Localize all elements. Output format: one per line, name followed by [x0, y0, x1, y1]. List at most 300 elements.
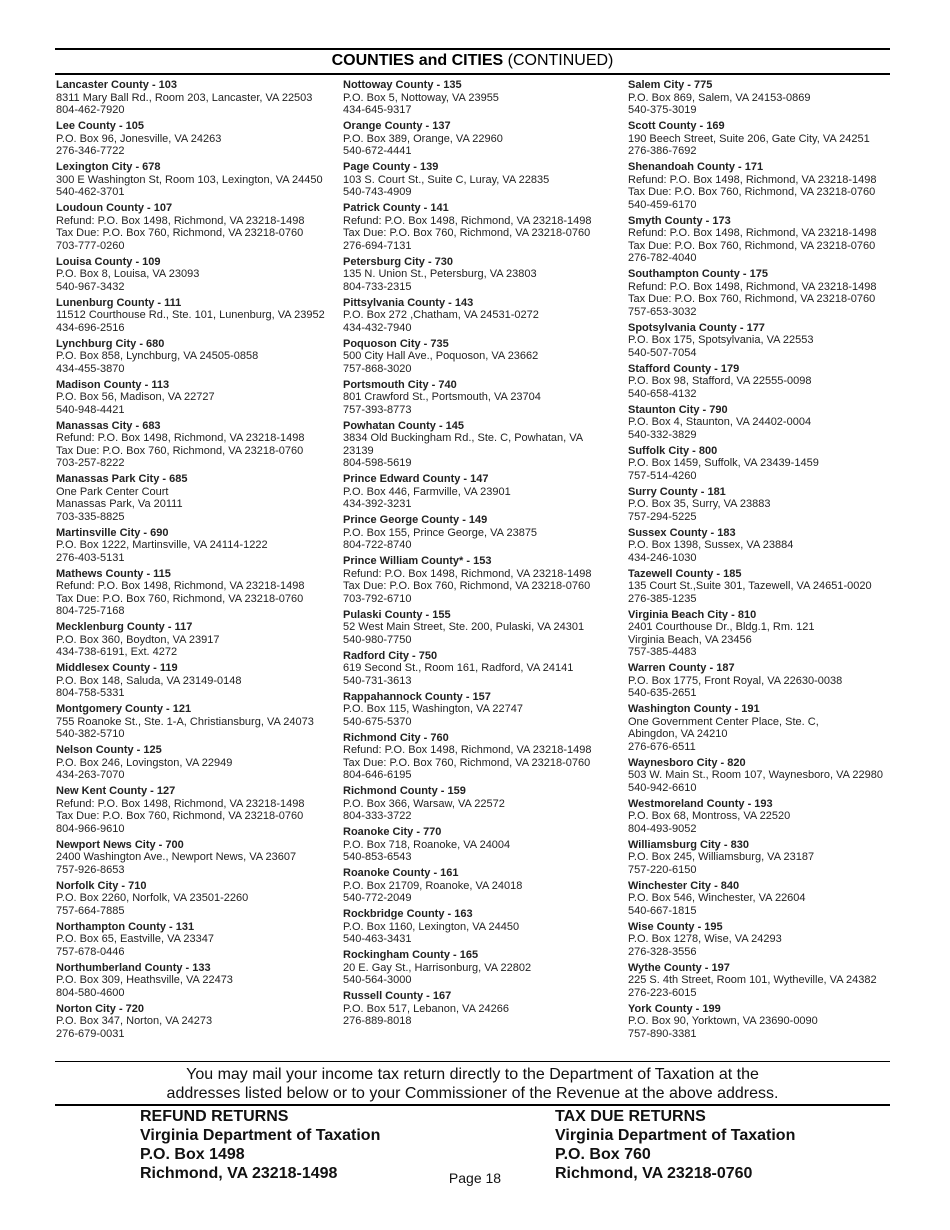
locality-entry [343, 202, 618, 252]
locality-entry [628, 215, 903, 265]
locality-detail-line: Abingdon, VA 24210 [628, 728, 728, 740]
locality-entry [56, 202, 331, 252]
locality-entry [56, 880, 331, 918]
locality-entry [343, 338, 618, 376]
locality-detail-line: 804-758-5331 [56, 687, 125, 699]
locality-name: Tazewell County - 185 [628, 567, 742, 580]
locality-name: Pulaski County - 155 [343, 608, 451, 621]
locality-name: Prince William County* - 153 [343, 555, 492, 567]
locality-detail-line: P.O. Box 1278, Wise, VA 24293 [628, 933, 782, 945]
locality-name: Scott County - 169 [628, 120, 725, 132]
locality-detail-line: 804-333-3722 [343, 810, 412, 822]
taxdue-heading: TAX DUE RETURNS [555, 1108, 706, 1125]
locality-detail-line: P.O. Box 4, Staunton, VA 24402-0004 [628, 416, 812, 428]
locality-detail-line: 801 Crawford St., Portsmouth, VA 23704 [343, 391, 541, 403]
locality-detail-line: Refund: P.O. Box 1498, Richmond, VA 23218-1498 [343, 567, 592, 580]
locality-entry [343, 990, 618, 1028]
locality-name: Roanoke County - 161 [343, 867, 459, 879]
locality-detail-line: 540-564-3000 [343, 974, 412, 986]
locality-detail-line: Refund: P.O. Box 1498, Richmond, VA 23218-1498 [628, 227, 877, 239]
locality-name: Norfolk City - 710 [56, 879, 147, 892]
locality-detail-line: 757-294-5225 [628, 510, 697, 523]
locality-detail-line: 540-507-7054 [628, 346, 697, 359]
locality-detail-line: P.O. Box 96, Jonesville, VA 24263 [56, 132, 222, 145]
locality-entry [56, 338, 331, 376]
locality-detail-line: 703-335-8825 [56, 510, 125, 523]
locality-entry [56, 473, 331, 523]
locality-detail-line: 3834 Old Buckingham Rd., Ste. C, Powhatan, VA [343, 432, 584, 444]
locality-name: Portsmouth City - 740 [343, 378, 457, 391]
locality-entry [628, 404, 903, 442]
locality-entry [628, 363, 903, 401]
locality-name: Loudoun County - 107 [56, 202, 173, 214]
note-rule [55, 1104, 890, 1106]
locality-entry [343, 379, 618, 417]
page-number: Page 18 [448, 1170, 502, 1186]
locality-name: Waynesboro City - 820 [628, 756, 746, 769]
locality-entry [628, 703, 903, 753]
locality-detail-line: P.O. Box 389, Orange, VA 22960 [343, 132, 503, 145]
locality-detail-line: 540-667-1815 [628, 904, 697, 917]
locality-detail-line: 804-493-9052 [628, 822, 697, 835]
locality-detail-line: P.O. Box 8, Louisa, VA 23093 [56, 268, 200, 280]
locality-name: Richmond City - 760 [343, 731, 449, 744]
note-line-1: You may mail your income tax return directly to the Department of Taxation at the [186, 1066, 759, 1083]
locality-detail-line: 757-220-6150 [628, 863, 697, 876]
locality-entry [343, 691, 618, 729]
locality-name: Petersburg City - 730 [343, 255, 454, 268]
locality-name: Powhatan County - 145 [343, 419, 465, 432]
locality-detail-line: 276-328-3556 [628, 945, 697, 958]
locality-entry [56, 1003, 331, 1041]
locality-detail-line: 703-792-6710 [343, 592, 412, 605]
locality-detail-line: 540-635-2651 [628, 687, 697, 699]
locality-detail-line: 135 N. Union St., Petersburg, VA 23803 [343, 268, 537, 280]
locality-entry [628, 1003, 903, 1041]
locality-entry [56, 161, 331, 199]
locality-detail-line: 804-462-7920 [56, 104, 125, 116]
locality-name: Lancaster County - 103 [56, 79, 178, 91]
refund-heading: REFUND RETURNS [140, 1108, 289, 1125]
locality-entry [628, 921, 903, 959]
locality-entry [628, 79, 903, 117]
locality-detail-line: 276-346-7722 [56, 145, 125, 157]
locality-entry [628, 527, 903, 565]
locality-name: York County - 199 [628, 1002, 721, 1015]
locality-name: Manassas City - 683 [56, 419, 161, 432]
locality-entry [628, 839, 903, 877]
locality-detail-line: 619 Second St., Room 161, Radford, VA 24141 [343, 662, 574, 674]
locality-detail-line: 540-853-6543 [343, 851, 412, 863]
locality-name: Staunton City - 790 [628, 403, 728, 416]
locality-detail-line: 434-738-6191, Ext. 4272 [56, 646, 178, 658]
bottom-rule [55, 1061, 890, 1062]
mailing-note [55, 1065, 890, 1103]
locality-name: Madison County - 113 [56, 378, 170, 391]
locality-detail-line: P.O. Box 1775, Front Royal, VA 22630-0038 [628, 674, 843, 687]
locality-entry [628, 662, 903, 700]
locality-detail-line: 434-392-3231 [343, 498, 412, 510]
locality-entry [56, 921, 331, 959]
locality-entry [56, 785, 331, 835]
locality-detail-line: P.O. Box 68, Montross, VA 22520 [628, 810, 791, 822]
locality-detail-line: P.O. Box 98, Stafford, VA 22555-0098 [628, 375, 812, 387]
locality-detail-line: P.O. Box 1160, Lexington, VA 24450 [343, 920, 520, 933]
locality-detail-line: P.O. Box 309, Heathsville, VA 22473 [56, 974, 233, 986]
refund-line-1: Virginia Department of Taxation [140, 1127, 381, 1144]
locality-detail-line: Tax Due: P.O. Box 760, Richmond, VA 23218-0760 [56, 444, 304, 457]
locality-detail-line: P.O. Box 1398, Sussex, VA 23884 [628, 539, 794, 551]
locality-detail-line: P.O. Box 56, Madison, VA 22727 [56, 391, 215, 403]
locality-entry [343, 609, 618, 647]
locality-detail-line: Refund: P.O. Box 1498, Richmond, VA 23218-1498 [343, 214, 592, 227]
locality-detail-line: 500 City Hall Ave., Poquoson, VA 23662 [343, 350, 539, 362]
locality-detail-line: 540-772-2049 [343, 892, 412, 904]
locality-detail-line: 540-948-4421 [56, 403, 125, 416]
locality-name: Virginia Beach City - 810 [628, 608, 757, 621]
locality-detail-line: 755 Roanoke St., Ste. 1-A, Christiansburg, VA 24073 [56, 715, 314, 728]
locality-entry [56, 839, 331, 877]
locality-detail-line: 540-675-5370 [343, 715, 412, 728]
locality-name: Lynchburg City - 680 [56, 337, 165, 350]
locality-detail-line: 757-664-7885 [56, 904, 125, 917]
locality-detail-line: P.O. Box 1222, Martinsville, VA 24114-1222 [56, 539, 268, 551]
locality-detail-line: 276-694-7131 [343, 239, 412, 252]
locality-detail-line: 276-676-6511 [628, 740, 696, 753]
locality-name: Nelson County - 125 [56, 744, 162, 756]
locality-detail-line: 20 E. Gay St., Harrisonburg, VA 22802 [343, 961, 532, 974]
locality-name: Winchester City - 840 [628, 879, 740, 892]
locality-entry [343, 420, 618, 470]
locality-detail-line: Tax Due: P.O. Box 760, Richmond, VA 23218-0760 [343, 227, 591, 239]
locality-name: New Kent County - 127 [56, 785, 176, 797]
locality-detail-line: 757-926-8653 [56, 863, 125, 876]
locality-detail-line: Refund: P.O. Box 1498, Richmond, VA 23218-1498 [56, 432, 305, 444]
locality-name: Mathews County - 115 [56, 567, 171, 580]
locality-name: Lunenburg County - 111 [56, 296, 182, 309]
locality-entry [343, 256, 618, 294]
locality-detail-line: P.O. Box 1459, Suffolk, VA 23439-1459 [628, 457, 819, 469]
locality-entry [628, 120, 903, 158]
locality-detail-line: 540-731-3613 [343, 674, 412, 687]
locality-detail-line: 804-733-2315 [343, 280, 412, 293]
locality-name: Northumberland County - 133 [56, 961, 211, 974]
locality-detail-line: 757-890-3381 [628, 1027, 697, 1040]
locality-detail-line: Tax Due: P.O. Box 760, Richmond, VA 23218-0760 [343, 756, 591, 769]
locality-entry [56, 527, 331, 565]
locality-detail-line: P.O. Box 175, Spotsylvania, VA 22553 [628, 334, 814, 346]
locality-entry [56, 79, 331, 117]
top-rule [55, 48, 890, 50]
locality-entry [56, 379, 331, 417]
locality-detail-line: 52 West Main Street, Ste. 200, Pulaski, VA 24301 [343, 621, 585, 633]
locality-name: Shenandoah County - 171 [628, 161, 764, 173]
locality-detail-line: 757-385-4483 [628, 646, 697, 658]
locality-detail-line: 276-889-8018 [343, 1015, 412, 1027]
locality-detail-line: 434-455-3870 [56, 362, 125, 375]
locality-entry [343, 732, 618, 782]
locality-entry [628, 962, 903, 1000]
locality-detail-line: 757-514-4260 [628, 469, 697, 482]
locality-name: Wythe County - 197 [628, 961, 730, 974]
locality-detail-line: 276-386-7692 [628, 145, 697, 157]
locality-detail-line: 23139 [343, 444, 374, 457]
locality-detail-line: 804-598-5619 [343, 457, 412, 469]
locality-name: Rockingham County - 165 [343, 949, 479, 961]
locality-detail-line: P.O. Box 858, Lynchburg, VA 24505-0858 [56, 350, 259, 362]
locality-detail-line: 276-403-5131 [56, 551, 125, 564]
locality-name: Martinsville City - 690 [56, 526, 169, 539]
locality-entry [343, 650, 618, 688]
locality-entry [343, 867, 618, 905]
locality-entry [56, 568, 331, 618]
locality-entry [628, 880, 903, 918]
locality-name: Poquoson City - 735 [343, 337, 449, 350]
taxdue-line-2: P.O. Box 760 [555, 1146, 651, 1163]
locality-detail-line: 8311 Mary Ball Rd., Room 203, Lancaster, VA 22503 [56, 91, 313, 104]
locality-name: Southampton County - 175 [628, 268, 768, 280]
locality-detail-line: 225 S. 4th Street, Room 101, Wytheville, VA 24382 [628, 974, 877, 986]
locality-detail-line: 434-263-7070 [56, 769, 125, 781]
page-title [55, 52, 890, 70]
locality-name: Prince George County - 149 [343, 514, 488, 526]
locality-detail-line: Refund: P.O. Box 1498, Richmond, VA 23218-1498 [343, 744, 592, 756]
locality-detail-line: 540-942-6610 [628, 781, 697, 794]
locality-detail-line: One Government Center Place, Ste. C, [628, 715, 819, 728]
column-3 [628, 79, 903, 1044]
locality-name: Wise County - 195 [628, 920, 723, 933]
locality-detail-line: 540-463-3431 [343, 933, 412, 945]
locality-detail-line: P.O. Box 246, Lovingston, VA 22949 [56, 756, 233, 769]
locality-detail-line: Tax Due: P.O. Box 760, Richmond, VA 23218-0760 [628, 186, 876, 198]
locality-detail-line: 804-725-7168 [56, 605, 125, 617]
locality-detail-line: One Park Center Court [56, 485, 169, 498]
locality-detail-line: Manassas Park, Va 20111 [56, 498, 183, 510]
locality-detail-line: 804-646-6195 [343, 769, 412, 781]
locality-detail-line: Tax Due: P.O. Box 760, Richmond, VA 23218-0760 [628, 293, 876, 305]
locality-entry [628, 798, 903, 836]
locality-detail-line: Refund: P.O. Box 1498, Richmond, VA 23218-1498 [628, 280, 877, 293]
locality-detail-line: P.O. Box 347, Norton, VA 24273 [56, 1015, 213, 1027]
locality-detail-line: 2401 Courthouse Dr., Bldg.1, Rm. 121 [628, 621, 815, 633]
locality-detail-line: Tax Due: P.O. Box 760, Richmond, VA 23218-0760 [56, 810, 304, 822]
locality-detail-line: P.O. Box 869, Salem, VA 24153-0869 [628, 91, 811, 104]
locality-entry [56, 962, 331, 1000]
locality-name: Northampton County - 131 [56, 920, 195, 933]
locality-entry [56, 297, 331, 335]
locality-entry [628, 609, 903, 659]
locality-detail-line: P.O. Box 446, Farmville, VA 23901 [343, 485, 511, 498]
locality-name: Radford City - 750 [343, 649, 438, 662]
taxdue-line-3: Richmond, VA 23218-0760 [555, 1165, 753, 1182]
locality-entry [628, 445, 903, 483]
locality-name: Mecklenburg County - 117 [56, 621, 193, 633]
locality-detail-line: 757-678-0446 [56, 945, 125, 958]
locality-detail-line: P.O. Box 35, Surry, VA 23883 [628, 498, 771, 510]
locality-name: Spotsylvania County - 177 [628, 321, 765, 334]
locality-entry [343, 473, 618, 511]
locality-detail-line: 434-645-9317 [343, 104, 412, 116]
locality-detail-line: 135 Court St.,Suite 301, Tazewell, VA 24651-0020 [628, 580, 872, 592]
locality-detail-line: Refund: P.O. Box 1498, Richmond, VA 23218-1498 [628, 173, 877, 186]
locality-name: Rockbridge County - 163 [343, 908, 473, 920]
locality-name: Montgomery County - 121 [56, 703, 192, 715]
locality-detail-line: 540-332-3829 [628, 428, 697, 441]
locality-detail-line: 540-462-3701 [56, 186, 125, 198]
locality-detail-line: P.O. Box 5, Nottoway, VA 23955 [343, 91, 499, 104]
locality-entry [343, 908, 618, 946]
locality-entry [343, 826, 618, 864]
locality-detail-line: 540-743-4909 [343, 186, 412, 198]
locality-name: Westmoreland County - 193 [628, 797, 773, 810]
locality-name: Newport News City - 700 [56, 838, 184, 851]
locality-detail-line: P.O. Box 360, Boydton, VA 23917 [56, 633, 220, 646]
locality-detail-line: 540-967-3432 [56, 280, 125, 293]
locality-entry [56, 621, 331, 659]
locality-detail-line: 434-432-7940 [343, 321, 412, 334]
locality-detail-line: Refund: P.O. Box 1498, Richmond, VA 23218-1498 [56, 580, 305, 592]
locality-detail-line: 2400 Washington Ave., Newport News, VA 23607 [56, 851, 297, 863]
note-line-2: addresses listed below or to your Commissioner of the Revenue at the above address. [166, 1085, 779, 1102]
locality-detail-line: 540-672-4441 [343, 145, 412, 157]
locality-entry [628, 161, 903, 211]
locality-detail-line: 276-385-1235 [628, 592, 697, 605]
locality-detail-line: Virginia Beach, VA 23456 [628, 633, 752, 646]
locality-name: Lee County - 105 [56, 120, 145, 132]
locality-entry [56, 120, 331, 158]
locality-name: Surry County - 181 [628, 485, 726, 498]
locality-entry [56, 703, 331, 741]
locality-detail-line: 103 S. Court St., Suite C, Luray, VA 22835 [343, 173, 550, 186]
locality-detail-line: P.O. Box 366, Warsaw, VA 22572 [343, 797, 505, 810]
locality-detail-line: P.O. Box 90, Yorktown, VA 23690-0090 [628, 1015, 818, 1027]
title-rest: (CONTINUED) [503, 52, 614, 69]
locality-detail-line: 804-580-4600 [56, 986, 125, 999]
locality-entry [628, 757, 903, 795]
locality-detail-line: 757-393-8773 [343, 403, 412, 416]
locality-entry [56, 256, 331, 294]
locality-detail-line: Tax Due: P.O. Box 760, Richmond, VA 23218-0760 [56, 592, 304, 605]
locality-detail-line: P.O. Box 245, Williamsburg, VA 23187 [628, 851, 815, 863]
locality-entry [56, 662, 331, 700]
locality-name: Salem City - 775 [628, 79, 713, 91]
locality-detail-line: 276-782-4040 [628, 252, 697, 264]
locality-detail-line: Refund: P.O. Box 1498, Richmond, VA 23218-1498 [56, 797, 305, 810]
locality-detail-line: 757-868-3020 [343, 362, 412, 375]
locality-name: Louisa County - 109 [56, 255, 161, 268]
locality-detail-line: P.O. Box 517, Lebanon, VA 24266 [343, 1002, 509, 1015]
locality-detail-line: 434-246-1030 [628, 551, 697, 564]
locality-name: Richmond County - 159 [343, 785, 466, 797]
locality-name: Washington County - 191 [628, 703, 760, 715]
locality-detail-line: P.O. Box 65, Eastville, VA 23347 [56, 933, 214, 945]
locality-detail-line: Refund: P.O. Box 1498, Richmond, VA 23218-1498 [56, 214, 305, 227]
locality-detail-line: 540-382-5710 [56, 728, 125, 740]
refund-line-3: Richmond, VA 23218-1498 [140, 1165, 338, 1182]
locality-detail-line: 757-653-3032 [628, 305, 697, 318]
taxdue-line-1: Virginia Department of Taxation [555, 1127, 796, 1144]
locality-detail-line: Tax Due: P.O. Box 760, Richmond, VA 23218-0760 [56, 227, 304, 239]
title-rule [55, 73, 890, 75]
locality-detail-line: 434-696-2516 [56, 321, 125, 334]
locality-detail-line: 804-966-9610 [56, 822, 125, 835]
locality-entry [628, 322, 903, 360]
locality-detail-line: 276-223-6015 [628, 986, 697, 999]
column-2 [343, 79, 618, 1031]
locality-entry [343, 297, 618, 335]
locality-detail-line: P.O. Box 546, Winchester, VA 22604 [628, 892, 806, 904]
locality-name: Roanoke City - 770 [343, 826, 442, 838]
locality-detail-line: Tax Due: P.O. Box 760, Richmond, VA 23218-0760 [628, 239, 876, 252]
locality-entry [628, 568, 903, 606]
locality-name: Prince Edward County - 147 [343, 473, 489, 485]
locality-entry [343, 949, 618, 987]
locality-entry [343, 514, 618, 552]
locality-name: Orange County - 137 [343, 120, 451, 132]
locality-detail-line: P.O. Box 115, Washington, VA 22747 [343, 703, 523, 715]
locality-detail-line: 540-658-4132 [628, 387, 697, 400]
locality-detail-line: P.O. Box 21709, Roanoke, VA 24018 [343, 879, 523, 892]
locality-detail-line: P.O. Box 718, Roanoke, VA 24004 [343, 838, 511, 851]
locality-name: Page County - 139 [343, 161, 439, 173]
locality-detail-line: P.O. Box 272 ,Chatham, VA 24531-0272 [343, 309, 539, 321]
locality-name: Norton City - 720 [56, 1002, 145, 1015]
locality-name: Middlesex County - 119 [56, 662, 178, 674]
locality-name: Pittsylvania County - 143 [343, 296, 474, 309]
locality-name: Russell County - 167 [343, 990, 452, 1002]
locality-name: Stafford County - 179 [628, 362, 740, 375]
locality-detail-line: 703-777-0260 [56, 239, 125, 252]
locality-name: Suffolk City - 800 [628, 444, 718, 457]
locality-detail-line: Tax Due: P.O. Box 760, Richmond, VA 23218-0760 [343, 580, 591, 592]
locality-detail-line: 540-375-3019 [628, 104, 697, 116]
locality-name: Smyth County - 173 [628, 214, 731, 227]
locality-detail-line: 703-257-8222 [56, 457, 125, 469]
locality-detail-line: 540-980-7750 [343, 633, 412, 646]
refund-line-2: P.O. Box 1498 [140, 1146, 245, 1163]
locality-entry [343, 120, 618, 158]
locality-name: Williamsburg City - 830 [628, 838, 749, 851]
locality-name: Patrick County - 141 [343, 202, 449, 214]
locality-entry [343, 785, 618, 823]
locality-entry [343, 79, 618, 117]
locality-detail-line: 300 E Washington St, Room 103, Lexington, VA 24450 [56, 173, 323, 186]
locality-detail-line: P.O. Box 148, Saluda, VA 23149-0148 [56, 674, 242, 687]
title-bold: COUNTIES and CITIES [331, 52, 504, 69]
locality-detail-line: P.O. Box 2260, Norfolk, VA 23501-2260 [56, 892, 249, 904]
locality-entry [628, 268, 903, 318]
locality-name: Nottoway County - 135 [343, 79, 462, 91]
locality-detail-line: P.O. Box 155, Prince George, VA 23875 [343, 526, 538, 539]
locality-detail-line: 11512 Courthouse Rd., Ste. 101, Lunenburg, VA 23952 [56, 309, 325, 321]
locality-name: Manassas Park City - 685 [56, 473, 188, 485]
locality-entry [56, 420, 331, 470]
locality-name: Rappahannock County - 157 [343, 690, 491, 703]
locality-entry [56, 744, 331, 782]
locality-entry [343, 555, 618, 605]
locality-name: Warren County - 187 [628, 662, 735, 674]
locality-detail-line: 540-459-6170 [628, 198, 697, 211]
column-1 [56, 79, 331, 1044]
locality-detail-line: 503 W. Main St., Room 107, Waynesboro, VA 22980 [628, 769, 883, 781]
locality-name: Sussex County - 183 [628, 526, 736, 539]
locality-detail-line: 276-679-0031 [56, 1027, 125, 1040]
locality-entry [343, 161, 618, 199]
locality-detail-line: 190 Beech Street, Suite 206, Gate City, VA 24251 [628, 132, 870, 145]
locality-name: Lexington City - 678 [56, 161, 161, 173]
locality-entry [628, 486, 903, 524]
locality-detail-line: 804-722-8740 [343, 539, 412, 551]
